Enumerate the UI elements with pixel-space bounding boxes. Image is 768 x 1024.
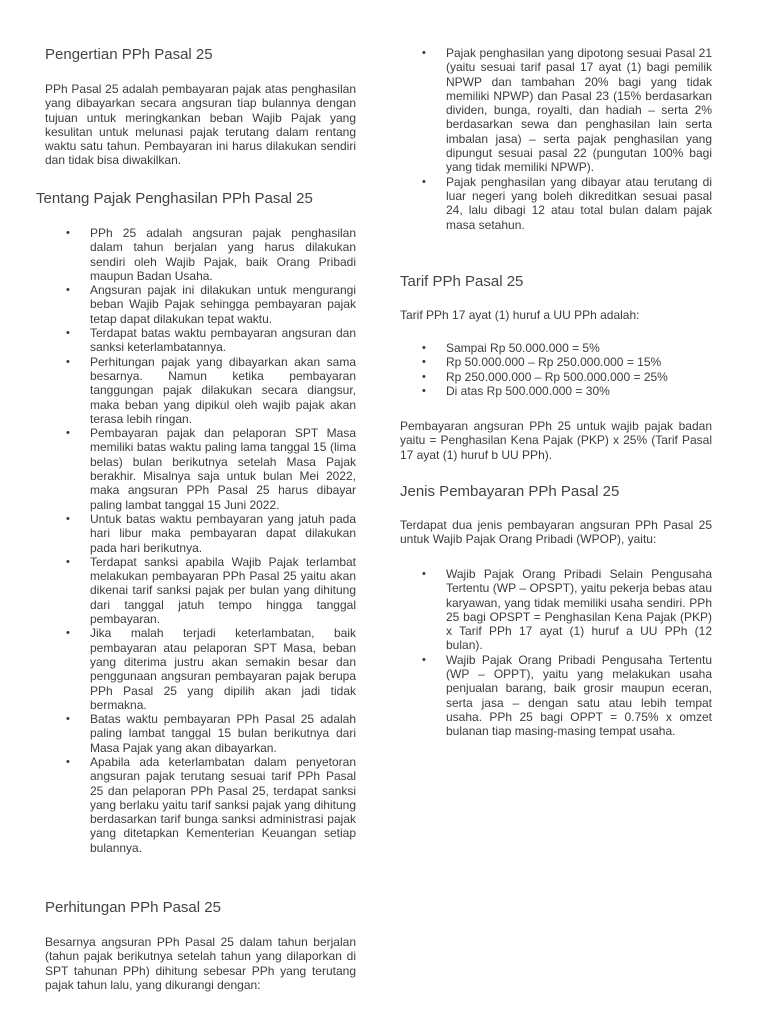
heading-tentang: Tentang Pajak Penghasilan PPh Pasal 25 [36,190,313,207]
list-item: • Pembayaran pajak dan pelaporan SPT Masa memiliki batas waktu paling lama tanggal 15 (lima belas) bulan berikutnya setelah Masa Pajak berakhir. Misalnya saja untuk bulan Mei 2022, maka angsuran PPh Pasal 25 harus dibayar paling lambat tanggal 15 Juni 2022. [90,426,356,512]
list-item: • Untuk batas waktu pembayaran yang jatuh pada hari libur maka pembayaran dapat dilakukan pada hari berikutnya. [90,512,356,555]
list-tarif [446,341,712,398]
list-item: • PPh 25 adalah angsuran pajak penghasilan dalam tahun berjalan yang harus dilakukan sendiri oleh Wajib Pajak, baik Orang Pribadi maupun Badan Usaha. [90,226,356,283]
list-item: • Jika malah terjadi keterlambatan, baik pembayaran atau pelaporan SPT Masa, beban yang diterima justru akan semakin besar dan penggunaan angsuran pembayaran pajak berupa PPh Pasal 25 yang dipilih akan jadi tidak bermakna. [90,626,356,712]
list-item: • Pajak penghasilan yang dibayar atau terutang di luar negeri yang boleh dikreditkan sesuai pasal 24, lalu dibagi 12 atau total bulan dalam pajak masa setahun. [446,175,712,232]
paragraph-pengertian: PPh Pasal 25 adalah pembayaran pajak atas penghasilan yang dibayarkan secara angsuran tiap bulannya dengan tujuan untuk meringkankan beban Wajib Pajak yang kesulitan untuk melunasi pajak terutang dalam rentang waktu satu tahun. Pembayaran ini harus dilakukan sendiri dan tidak bisa diwakilkan. [45,82,356,168]
list-tentang [90,226,356,855]
list-item: • Sampai Rp 50.000.000 = 5% [446,341,712,355]
list-pengurang [446,46,712,232]
heading-tarif: Tarif PPh Pasal 25 [400,273,524,290]
list-jenis [446,567,712,739]
list-item: • Rp 50.000.000 – Rp 250.000.000 = 15% [446,355,712,369]
list-item: • Wajib Pajak Orang Pribadi Selain Pengusaha Tertentu (WP – OPSPT), yaitu pekerja bebas atau karyawan, yang tidak memiliki usaha sendiri. PPh 25 bagi OPSPT = Penghasilan Kena Pajak (PKP) x Tarif PPh 17 ayat (1) huruf a UU PPh (12 bulan). [446,567,712,653]
heading-perhitungan: Perhitungan PPh Pasal 25 [45,899,221,916]
list-item: • Di atas Rp 500.000.000 = 30% [446,384,712,398]
list-item: • Wajib Pajak Orang Pribadi Pengusaha Tertentu (WP – OPPT), yaitu yang melakukan usaha penjualan barang, baik grosir maupun eceran, serta jasa – dengan satu atau lebih tempat usaha. PPh 25 bagi OPPT = 0.75% x omzet bulanan tiap masing-masing tempat usaha. [446,653,712,739]
heading-jenis: Jenis Pembayaran PPh Pasal 25 [400,483,620,500]
list-item: • Perhitungan pajak yang dibayarkan akan sama besarnya. Namun ketika pembayaran tanggungan pajak dilakukan secara diangsur, maka beban yang dipikul oleh wajib pajak akan terasa lebih ringan. [90,355,356,426]
list-item: • Angsuran pajak ini dilakukan untuk mengurangi beban Wajib Pajak sehingga pembayaran pajak tetap dapat dilakukan tepat waktu. [90,283,356,326]
paragraph-jenis-intro: Terdapat dua jenis pembayaran angsuran PPh Pasal 25 untuk Wajib Pajak Orang Pribadi (WPOP), yaitu: [400,518,712,547]
paragraph-tarif-intro: Tarif PPh 17 ayat (1) huruf a UU PPh adalah: [400,308,640,322]
heading-pengertian: Pengertian PPh Pasal 25 [45,46,213,63]
list-item: • Batas waktu pembayaran PPh Pasal 25 adalah paling lambat tanggal 15 bulan berikutnya dari Masa Pajak yang akan dibayarkan. [90,712,356,755]
list-item: • Apabila ada keterlambatan dalam penyetoran angsuran pajak terutang sesuai tarif PPh Pasal 25 dan pelaporan PPh Pasal 25, terdapat sanksi yang berlaku yaitu tarif sanksi pajak yang dihitung berdasarkan tarif bunga sanksi administrasi pajak yang ditetapkan Kementerian Keuangan setiap bulannya. [90,755,356,855]
paragraph-perhitungan: Besarnya angsuran PPh Pasal 25 dalam tahun berjalan (tahun pajak berikutnya setelah tahun yang dilaporkan di SPT tahunan PPh) dihitung sebesar PPh yang terutang pajak tahun lalu, yang dikurangi dengan: [45,935,356,992]
list-item: • Pajak penghasilan yang dipotong sesuai Pasal 21 (yaitu sesuai tarif pasal 17 ayat (1) bagi pemilik NPWP dan tambahan 20% bagi yang tidak memiliki NPWP) dan Pasal 23 (15% berdasarkan dividen, bunga, royalti, dan hadiah – serta 2% berdasarkan sewa dan penghasilan lain serta imbalan jasa) – serta pajak penghasilan yang dipungut sesuai pasal 22 (pungutan 100% bagi yang tidak memiliki NPWP). [446,46,712,175]
list-item: • Rp 250.000.000 – Rp 500.000.000 = 25% [446,370,712,384]
list-item: • Terdapat sanksi apabila Wajib Pajak terlambat melakukan pembayaran PPh Pasal 25 yaitu akan dikenai tarif sanksi pajak per bulan yang dihitung dari tanggal jatuh tempo hingga tanggal pembayaran. [90,555,356,626]
paragraph-tarif-note: Pembayaran angsuran PPh 25 untuk wajib pajak badan yaitu = Penghasilan Kena Pajak (PKP) x 25% (Tarif Pasal 17 ayat (1) huruf b UU PPh). [400,419,712,462]
list-item: • Terdapat batas waktu pembayaran angsuran dan sanksi keterlambatannya. [90,326,356,355]
